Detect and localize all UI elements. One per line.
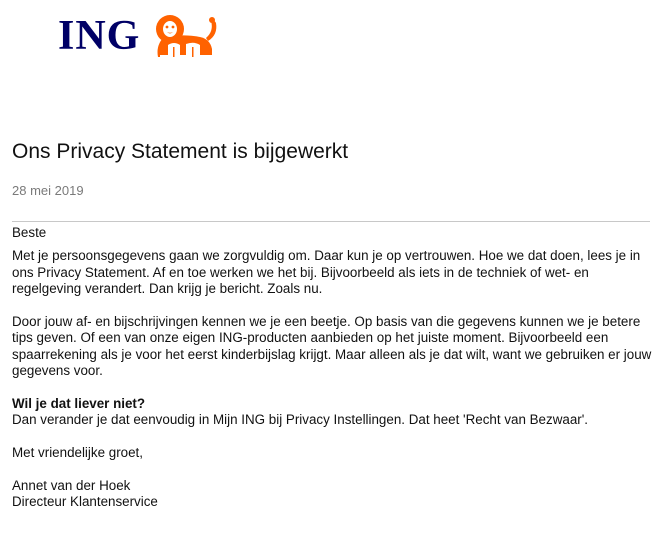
objection-section — [12, 396, 652, 429]
signature-name: Annet van der Hoek — [12, 478, 131, 494]
greeting: Beste — [12, 225, 47, 240]
email-title: Ons Privacy Statement is bijgewerkt — [12, 140, 349, 163]
divider — [12, 221, 650, 222]
objection-body: Dan verander je dat eenvoudig in Mijn ING bij Privacy Instellingen. Dat heet 'Recht van Bezwaar'. — [12, 412, 589, 428]
objection-heading: Wil je dat liever niet? — [12, 396, 146, 412]
signature-title: Directeur Klantenservice — [12, 494, 158, 510]
email-date: 28 mei 2019 — [12, 183, 84, 198]
email-body — [12, 225, 652, 527]
ing-logo — [58, 10, 220, 62]
lion-icon — [148, 11, 220, 61]
signature — [12, 478, 652, 511]
paragraph-privacy: Met je persoonsgegevens gaan we zorgvuldig om. Daar kun je op vertrouwen. Hoe we dat doen, lees je in ons Privacy Statement. Af en toe werken we het bij. Bijvoorbeeld als iets in de techniek of wet- en regelgeving verandert. Dan krijg je bericht. Zoals nu. — [12, 248, 641, 297]
paragraph-tips: Door jouw af- en bijschrijvingen kennen we je een beetje. Op basis van die gegevens kunnen we je betere tips geven. Of een van onze eigen ING-producten aanbieden op het juiste moment. Bijvoorbeeld een spaarrekening als je voor het eerst kinderbijslag krijgt. Maar alleen als je dat wilt, want we gebruiken er jouw gegevens voor. — [12, 314, 652, 379]
closing: Met vriendelijke groet, — [12, 445, 143, 461]
logo-wordmark: ING — [58, 13, 141, 59]
